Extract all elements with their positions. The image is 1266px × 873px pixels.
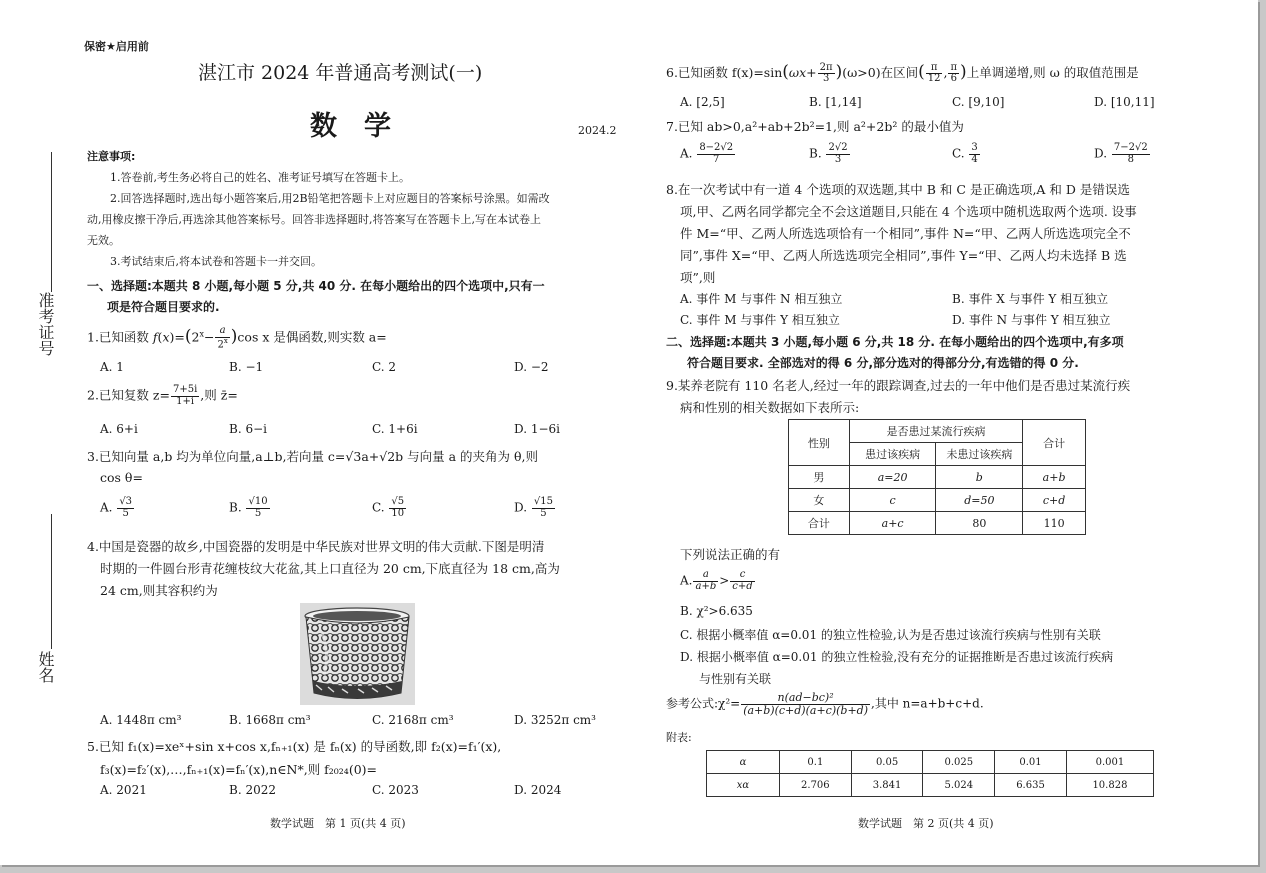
- q2-option-a: A. 6+i: [100, 422, 138, 436]
- table-cell: 0.025: [923, 751, 995, 774]
- table-header-total: 合计: [1023, 420, 1086, 466]
- table-row: [707, 751, 1154, 774]
- table-cell: 3.841: [851, 774, 923, 797]
- q5-option-b: B. 2022: [229, 783, 276, 797]
- question-4-cont: 时期的一件圆台形青花缠枝纹大花盆,其上口直径为 20 cm,下底直径为 18 cm,高为: [100, 561, 560, 576]
- exam-date: 2024.2: [578, 124, 617, 137]
- table-cell: 男: [789, 466, 850, 489]
- table-cell: 2.706: [780, 774, 852, 797]
- notice-heading: 注意事项:: [87, 150, 136, 163]
- notice-item: 无效。: [87, 234, 120, 247]
- q8-option-d: D. 事件 N 与事件 Y 相互独立: [952, 313, 1111, 327]
- table-header-group: 是否患过某流行疾病: [849, 420, 1022, 443]
- name-label: 姓名: [36, 651, 55, 683]
- q2-option-b: B. 6−i: [229, 422, 267, 436]
- question-7: 7.已知 ab>0,a²+ab+2b²=1,则 a²+2b² 的最小值为: [666, 119, 964, 134]
- q1-option-c: C. 2: [372, 360, 397, 374]
- notice-item: 2.回答选择题时,选出每小题答案后,用2B铅笔把答题卡上对应题目的答案标号涂黑。如需改: [110, 192, 550, 205]
- exam-id-label: 准考证号: [36, 292, 55, 356]
- question-8-cont: 项”,则: [680, 270, 716, 285]
- table-row: [707, 774, 1154, 797]
- q7-option-a: A. $\frac{8-2√2}{7}$: [680, 142, 734, 165]
- table-cell: 0.01: [995, 751, 1067, 774]
- table-cell: 女: [789, 489, 850, 512]
- table-cell: xα: [707, 774, 780, 797]
- question-6: 6.已知函数 f(x)=sin(ωx+ $\frac{2\pi}{3}$ )(ω>0)在区间( $\frac{\pi}{12}$ , $\frac{\pi}{6}$ )上单调递增,则 ω 的取值范围是: [666, 61, 1139, 84]
- table-row: [789, 489, 1086, 512]
- q8-option-c: C. 事件 M 与事件 Y 相互独立: [680, 313, 840, 327]
- question-8-cont: 项,甲、乙两名同学都完全不会这道题目,只能在 4 个选项中随机选取两个选项. 设事: [680, 204, 1137, 219]
- secret-label: 保密★启用前: [84, 40, 149, 53]
- section2-heading-cont: 符合题目要求. 全部选对的得 6 分,部分选对的得部分分,有选错的得 0 分.: [687, 356, 1079, 370]
- q8-option-b: B. 事件 X 与事件 Y 相互独立: [952, 292, 1109, 306]
- q1-option-a: A. 1: [100, 360, 124, 374]
- exam-id-line: [51, 152, 52, 292]
- table-cell: 0.1: [780, 751, 852, 774]
- table-cell: 5.024: [923, 774, 995, 797]
- q3-option-a: A. $\frac{√3}{5}$: [100, 496, 133, 519]
- contingency-table: [788, 419, 1086, 535]
- question-3-cont: cos θ=: [100, 470, 143, 485]
- q6-option-a: A. [2,5]: [680, 95, 725, 109]
- exam-title: 湛江市 2024 年普通高考测试(一): [198, 62, 483, 84]
- q5-option-c: C. 2023: [372, 783, 419, 797]
- table-cell: 0.001: [1066, 751, 1153, 774]
- table-cell: 80: [936, 512, 1023, 535]
- table-header-not-sick: 未患过该疾病: [936, 443, 1023, 466]
- q1-option-b: B. −1: [229, 360, 264, 374]
- notice-item: 1.答卷前,考生务必将自己的姓名、准考证号填写在答题卡上。: [110, 171, 410, 184]
- q6-option-c: C. [9,10]: [952, 95, 1005, 109]
- name-line: [51, 514, 52, 649]
- question-3: 3.已知向量 a,b 均为单位向量,a⊥b,若向量 c=√3a+√2b 与向量 a 的夹角为 θ,则: [87, 449, 539, 464]
- q7-option-b: B. $\frac{2√2}{3}$: [809, 142, 848, 165]
- q9-option-d-cont: 与性别有关联: [699, 672, 772, 686]
- q2-option-d: D. 1−6i: [514, 422, 560, 436]
- q3-option-b: B. $\frac{√10}{5}$: [229, 496, 268, 519]
- question-9: 9.某养老院有 110 名老人,经过一年的跟踪调查,过去的一年中他们是否患过某流行疾: [666, 378, 1131, 393]
- question-8-cont: 同”,事件 X=“甲、乙两人所选选项完全相同”,事件 Y=“甲、乙两人均未选择 B 选: [680, 248, 1127, 263]
- question-2: 2.已知复数 z= $\frac{7+5i}{1+i}$ ,则 z̄=: [87, 384, 238, 407]
- table-cell: 0.05: [851, 751, 923, 774]
- q1-option-d: D. −2: [514, 360, 549, 374]
- q9-option-d: D. 根据小概率值 α=0.01 的独立性检验,没有充分的证据推断是否患过该流行疾病: [680, 650, 1114, 664]
- table-cell: b: [936, 466, 1023, 489]
- table-row: [789, 466, 1086, 489]
- subject-title: 数 学: [310, 111, 391, 142]
- table-cell: a=20: [849, 466, 936, 489]
- question-4: 4.中国是瓷器的故乡,中国瓷器的发明是中华民族对世界文明的伟大贡献.下图是明清: [87, 539, 545, 554]
- q5-option-a: A. 2021: [100, 783, 147, 797]
- q7-option-d: D. $\frac{7-2√2}{8}$: [1094, 142, 1148, 165]
- q9-option-b: B. χ²>6.635: [680, 604, 753, 618]
- section1-heading-cont: 项是符合题目要求的.: [107, 300, 220, 314]
- q4-option-a: A. 1448π cm³: [100, 713, 182, 727]
- appendix-label: 附表:: [666, 731, 692, 744]
- table-header-gender: 性别: [789, 420, 850, 466]
- table-cell: 10.828: [1066, 774, 1153, 797]
- section1-heading: 一、选择题:本题共 8 小题,每小题 5 分,共 40 分. 在每小题给出的四个选项中,只有一: [87, 279, 545, 293]
- notice-item: 动,用橡皮擦干净后,再选涂其他答案标号。回答非选择题时,将答案写在答题卡上,写在本试卷上: [87, 213, 541, 226]
- table-cell: c+d: [1023, 489, 1086, 512]
- table-cell: 110: [1023, 512, 1086, 535]
- porcelain-flowerpot-image: [300, 603, 415, 705]
- critical-value-table: [706, 750, 1154, 797]
- q9-option-c: C. 根据小概率值 α=0.01 的独立性检验,认为是否患过该流行疾病与性别有关联: [680, 628, 1101, 642]
- notice-item: 3.考试结束后,将本试卷和答题卡一并交回。: [110, 255, 322, 268]
- question-8: 8.在一次考试中有一道 4 个选项的双选题,其中 B 和 C 是正确选项,A 和 D 是错误选: [666, 182, 1130, 197]
- question-9-cont: 病和性别的相关数据如下表所示:: [680, 400, 860, 415]
- q4-option-c: C. 2168π cm³: [372, 713, 454, 727]
- table-cell: α: [707, 751, 780, 774]
- q6-option-b: B. [1,14]: [809, 95, 862, 109]
- table-row: [789, 512, 1086, 535]
- reference-formula: 参考公式:χ²= $\frac{\text{n(ad−bc)²}}{(a+b)(c+d)(a+c)(b+d)}$ ,其中 n=a+b+c+d.: [666, 691, 984, 717]
- question-5-cont: f₃(x)=f₂′(x),…,fₙ₊₁(x)=fₙ′(x),n∈N*,则 f₂₀₂₄(0)=: [100, 762, 377, 777]
- page-footer-right: 数学试题 第 2 页(共 4 页): [858, 817, 994, 830]
- question-8-cont: 件 M=“甲、乙两人所选选项恰有一个相同”,事件 N=“甲、乙两人所选选项完全不: [680, 226, 1131, 241]
- table-cell: a+b: [1023, 466, 1086, 489]
- table-cell: 6.635: [995, 774, 1067, 797]
- table-cell: a+c: [849, 512, 936, 535]
- q3-option-c: C. $\frac{√5}{10}$: [372, 496, 405, 519]
- question-5: 5.已知 f₁(x)=xeˣ+sin x+cos x,fₙ₊₁(x) 是 fₙ(x) 的导函数,即 f₂(x)=f₁′(x),: [87, 739, 502, 754]
- q6-option-d: D. [10,11]: [1094, 95, 1155, 109]
- q5-option-d: D. 2024: [514, 783, 562, 797]
- q9-prompt: 下列说法正确的有: [680, 547, 781, 562]
- q4-option-d: D. 3252π cm³: [514, 713, 596, 727]
- question-1: 1.已知函数 $f(x)=(2^x-$ $\frac{a}{2^x}$ )cos x 是偶函数,则实数 a=: [87, 325, 387, 350]
- q2-option-c: C. 1+6i: [372, 422, 418, 436]
- table-cell: c: [849, 489, 936, 512]
- table-cell: 合计: [789, 512, 850, 535]
- table-cell: d=50: [936, 489, 1023, 512]
- q3-option-d: D. $\frac{√15}{5}$: [514, 496, 553, 519]
- q7-option-c: C. $\frac{3}{4}$: [952, 142, 978, 165]
- page-footer-left: 数学试题 第 1 页(共 4 页): [270, 817, 406, 830]
- section2-heading: 二、选择题:本题共 3 小题,每小题 6 分,共 18 分. 在每小题给出的四个选项中,有多项: [666, 335, 1124, 349]
- table-header-sick: 患过该疾病: [849, 443, 936, 466]
- q9-option-a: A. $\frac{a}{a+b}$ > $\frac{c}{c+d}$: [680, 569, 753, 592]
- q4-option-b: B. 1668π cm³: [229, 713, 311, 727]
- q8-option-a: A. 事件 M 与事件 N 相互独立: [680, 292, 843, 306]
- question-4-cont: 24 cm,则其容积约为: [100, 583, 218, 598]
